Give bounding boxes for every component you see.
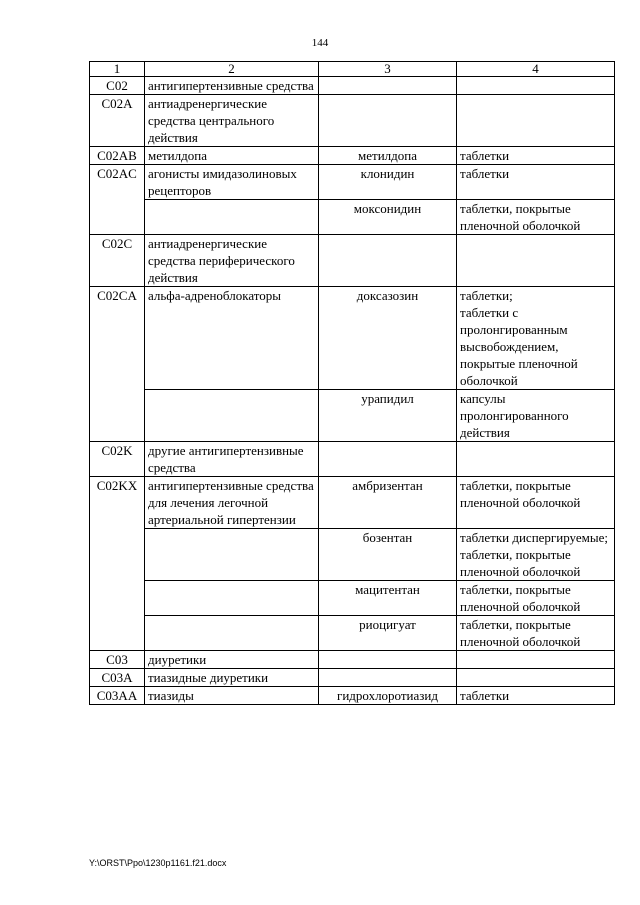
column-header: 3 (319, 62, 457, 77)
drug-name: мацитентан (319, 581, 457, 616)
dosage-form (457, 669, 615, 687)
drug-name: клонидин (319, 165, 457, 200)
table-row (90, 77, 615, 95)
group-name: другие антигипертензивные средства (145, 442, 319, 477)
column-header: 1 (90, 62, 145, 77)
dosage-form-line: таблетки, покрытые пленочной оболочкой (460, 547, 581, 579)
dosage-form: таблетки, покрытые пленочной оболочкой (457, 200, 615, 235)
page-number: 144 (311, 37, 329, 49)
atc-code (90, 616, 145, 651)
atc-code (90, 529, 145, 581)
group-name (145, 616, 319, 651)
drug-name (319, 235, 457, 287)
group-name: метилдопа (145, 147, 319, 165)
dosage-form: таблетки, покрытые пленочной оболочкой (457, 477, 615, 529)
group-name (145, 581, 319, 616)
group-name (145, 200, 319, 235)
dosage-form: таблетки (457, 165, 615, 200)
drug-name (319, 669, 457, 687)
drug-name: доксазозин (319, 287, 457, 390)
drug-name: метилдопа (319, 147, 457, 165)
atc-code (90, 390, 145, 442)
table-row (90, 235, 615, 287)
drug-table (89, 61, 615, 705)
drug-name (319, 77, 457, 95)
atc-code (90, 200, 145, 235)
group-name: агонисты имидазолиновых рецепторов (145, 165, 319, 200)
drug-name: гидрохлоротиазид (319, 687, 457, 705)
group-name: антигипертензивные средства (145, 77, 319, 95)
drug-name: моксонидин (319, 200, 457, 235)
atc-code: C02CA (90, 287, 145, 390)
table-row (90, 529, 615, 581)
file-path-footer: Y:\ORST\Ppo\1230p1161.f21.docx (89, 858, 227, 868)
atc-code: C02 (90, 77, 145, 95)
atc-code: C03 (90, 651, 145, 669)
atc-code: C02C (90, 235, 145, 287)
table-row (90, 147, 615, 165)
group-name: антигипертензивные средства для лечения легочной артериальной гипертензии (145, 477, 319, 529)
table-row (90, 200, 615, 235)
drug-name (319, 651, 457, 669)
drug-name (319, 442, 457, 477)
table-row (90, 390, 615, 442)
dosage-form-line: таблетки диспергируемые; (460, 530, 608, 545)
atc-code: C02K (90, 442, 145, 477)
atc-code: C02AC (90, 165, 145, 200)
atc-code: C02KX (90, 477, 145, 529)
table-header-row (90, 62, 615, 77)
dosage-form: таблетки, покрытые пленочной оболочкой (457, 581, 615, 616)
dosage-form (457, 442, 615, 477)
table-row (90, 616, 615, 651)
drug-name: урапидил (319, 390, 457, 442)
group-name (145, 529, 319, 581)
group-name: антиадренергические средства периферического действия (145, 235, 319, 287)
dosage-form (457, 529, 615, 581)
dosage-form (457, 95, 615, 147)
table-row (90, 687, 615, 705)
atc-code: C03A (90, 669, 145, 687)
atc-code: C02A (90, 95, 145, 147)
table-row (90, 95, 615, 147)
atc-code (90, 581, 145, 616)
table-row (90, 477, 615, 529)
dosage-form: капсулы пролонгированного действия (457, 390, 615, 442)
drug-name: риоцигуат (319, 616, 457, 651)
table-row (90, 287, 615, 390)
group-name: тиазиды (145, 687, 319, 705)
group-name (145, 390, 319, 442)
dosage-form (457, 77, 615, 95)
drug-name: бозентан (319, 529, 457, 581)
dosage-form (457, 287, 615, 390)
dosage-form: таблетки, покрытые пленочной оболочкой (457, 616, 615, 651)
table-row (90, 651, 615, 669)
group-name: тиазидные диуретики (145, 669, 319, 687)
group-name: альфа-адреноблокаторы (145, 287, 319, 390)
table-row (90, 581, 615, 616)
table-row (90, 165, 615, 200)
dosage-form-line: таблетки с пролонгированным высвобождением, покрытые пленочной оболочкой (460, 305, 578, 388)
atc-code: C02AB (90, 147, 145, 165)
table-row (90, 669, 615, 687)
group-name: антиадренергические средства центрального действия (145, 95, 319, 147)
dosage-form-line: таблетки; (460, 288, 513, 303)
column-header: 4 (457, 62, 615, 77)
drug-name (319, 95, 457, 147)
dosage-form: таблетки (457, 147, 615, 165)
dosage-form (457, 651, 615, 669)
drug-name: амбризентан (319, 477, 457, 529)
dosage-form (457, 235, 615, 287)
atc-code: C03AA (90, 687, 145, 705)
table-row (90, 442, 615, 477)
column-header: 2 (145, 62, 319, 77)
group-name: диуретики (145, 651, 319, 669)
dosage-form: таблетки (457, 687, 615, 705)
